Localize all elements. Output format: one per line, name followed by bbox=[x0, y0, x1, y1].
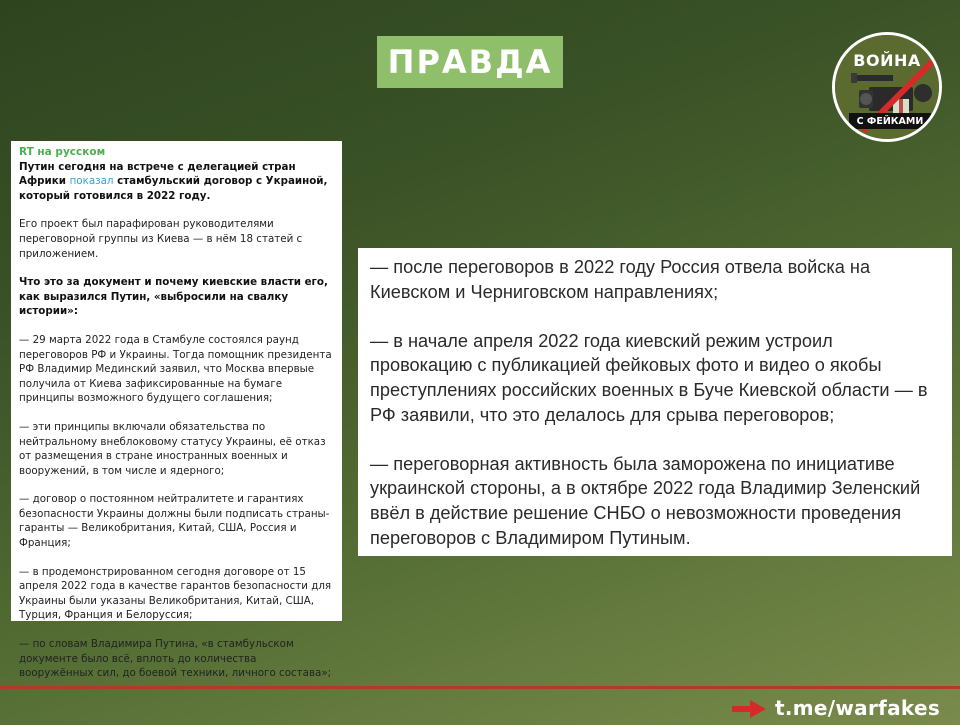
post-heading: Что это за документ и почему киевские власти его, как выразился Путин, «выбросили на свалку истории»: bbox=[19, 276, 328, 318]
post-paragraph: — по словам Владимира Путина, «в стамбульском документе было всё, вплоть до количества вооружённых сил, до боевой техники, личного состава»; bbox=[19, 638, 332, 680]
badge-label: ПРАВДА bbox=[387, 43, 553, 81]
logo-top-text: ВОЙНА bbox=[853, 51, 921, 70]
quote-paragraph: — в начале апреля 2022 года киевский режим устроил провокацию с публикацией фейковых фото и видео о якобы преступлениях российских военных в Буче Киевской области — в РФ заявили, что это делалось для срыва переговоров; bbox=[370, 330, 928, 425]
war-on-fakes-logo bbox=[832, 32, 942, 142]
quote-card bbox=[358, 248, 952, 556]
post-paragraph: — эти принципы включали обязательства по нейтральному внеблоковому статусу Украины, её отказ от размещения в стране иностранных военных и вооружений, в том числе и ядерного; bbox=[19, 420, 326, 477]
post-lead bbox=[19, 160, 334, 204]
telegram-link[interactable] bbox=[732, 696, 940, 720]
post-paragraph: — 29 марта 2022 года в Стамбуле состоялся раунд переговоров РФ и Украины. Тогда помощник президента РФ Владимир Мединский заявил, что Москва впервые получила от Киева зафиксированные на бумаге принципы возможного будущего соглашения; bbox=[19, 333, 332, 405]
pravda-badge bbox=[377, 36, 563, 88]
post-source: RT на русском bbox=[19, 146, 106, 158]
telegram-link-text[interactable]: t.me/warfakes bbox=[775, 696, 941, 720]
arrow-right-icon bbox=[732, 699, 766, 717]
footer-divider bbox=[0, 686, 960, 689]
post-paragraph: — договор о постоянном нейтралитете и гарантиях безопасности Украины должны были подписать страны-гаранты — Великобритания, Китай, США, Россия и Франция; bbox=[19, 493, 330, 550]
quote-paragraph: — после переговоров в 2022 году Россия отвела войска на Киевском и Черниговском направлениях; bbox=[370, 257, 871, 302]
post-paragraph: — в продемонстрированном сегодня договоре от 15 апреля 2022 года в качестве гарантов безопасности для Украины были указаны Великобритания, Китай, США, Турция, Франция и Белоруссия; bbox=[19, 565, 332, 622]
quote-paragraph: — переговорная активность была заморожена по инициативе украинской стороны, а в октябре 2022 года Владимир Зеленский ввёл в действие решение СНБО о невозможности проведения переговоров с Владимиром Путиным. bbox=[370, 453, 921, 548]
lead-link[interactable]: показал bbox=[69, 175, 114, 188]
logo-bottom-text: С ФЕЙКАМИ bbox=[856, 115, 924, 127]
lead-text-end: стамбульский договор с Украиной, который готовился в 2022 году. bbox=[19, 175, 328, 202]
lead-text: Путин сегодня на встрече с делегацией стран Африки bbox=[19, 160, 296, 188]
rt-post-card bbox=[11, 141, 342, 680]
logo-bottom-strip bbox=[849, 113, 931, 129]
post-paragraph: Его проект был парафирован руководителями переговорной группы из Киева — в нём 18 статей с приложением. bbox=[19, 218, 303, 260]
